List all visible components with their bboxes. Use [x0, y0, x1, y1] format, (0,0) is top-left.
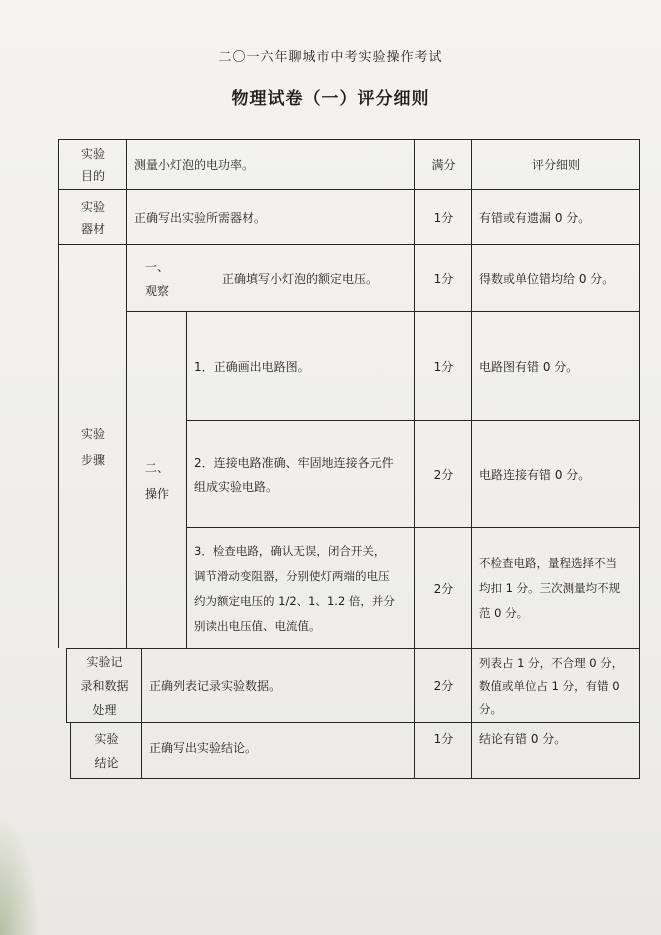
operate-item-2-criteria: 电路连接有错 0 分。 — [479, 467, 591, 482]
equipment-score: 1分 — [433, 210, 454, 225]
full-score-header: 满分 — [431, 158, 456, 172]
records-label: 实验记 录和数据 处理 — [80, 655, 129, 717]
equipment-criteria: 有错或有遗漏 0 分。 — [479, 210, 591, 225]
operate-item-1-criteria: 电路图有错 0 分。 — [479, 359, 579, 374]
conclusion-score: 1分 — [433, 732, 454, 746]
operate-item-1-content: 1．正确画出电路图。 — [194, 359, 310, 374]
records-content: 正确列表记录实验数据。 — [149, 679, 282, 693]
steps-label: 实验 步骤 — [80, 427, 105, 467]
purpose-label: 实验 目的 — [80, 147, 105, 183]
operate-item-3-score: 2分 — [433, 581, 454, 596]
document-title: 物理试卷（一）评分细则 — [231, 89, 430, 109]
page-shadow — [0, 815, 40, 935]
operate-item-3-criteria: 不检查电路，量程选择不当 均扣 1 分。三次测量均不规 范 0 分。 — [479, 556, 621, 620]
operate-item-2-score: 2分 — [433, 467, 454, 482]
conclusion-content: 正确写出实验结论。 — [149, 741, 258, 755]
operate-item-3-content: 3．检查电路，确认无误，闭合开关， 调节滑动变阻器，分别使灯两端的电压 约为额定电压的 1/2、1、1.2 倍，并分 别读出电压值、电流值。 — [194, 543, 395, 633]
document-header: 二〇一六年聊城市中考实验操作考试 — [218, 50, 443, 65]
operate-label: 二、 操作 — [144, 460, 169, 501]
observe-score: 1分 — [433, 271, 454, 286]
equipment-content: 正确写出实验所需器材。 — [134, 210, 267, 225]
purpose-content: 测量小灯泡的电功率。 — [134, 158, 255, 172]
criteria-header: 评分细则 — [531, 158, 580, 172]
records-score: 2分 — [433, 679, 454, 693]
observe-criteria: 得数或单位错均给 0 分。 — [479, 271, 615, 286]
operate-item-2-content: 2．连接电路准确、牢固地连接各元件 组成实验电路。 — [194, 455, 394, 494]
operate-item-1-score: 1分 — [433, 359, 454, 374]
conclusion-label: 实验 结论 — [94, 732, 119, 770]
observe-label: 一、 观察 — [144, 259, 169, 298]
equipment-label: 实验 器材 — [80, 199, 105, 236]
records-criteria: 列表占 1 分，不合理 0 分， 数值或单位占 1 分，有错 0 分。 — [479, 655, 624, 716]
conclusion-criteria: 结论有错 0 分。 — [479, 732, 567, 746]
observe-content: 正确填写小灯泡的额定电压。 — [221, 271, 378, 286]
